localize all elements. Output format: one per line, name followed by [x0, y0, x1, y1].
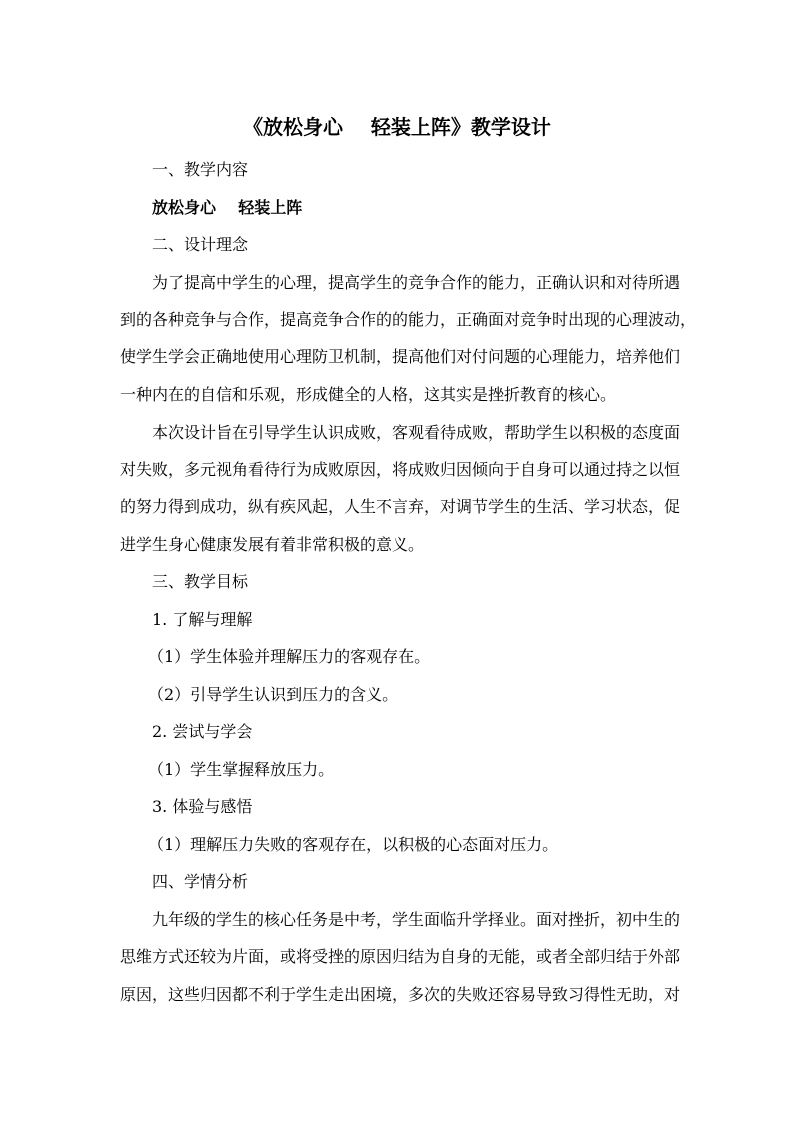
goal-item: （1）学生体验并理解压力的客观存在。: [148, 647, 431, 666]
goal-item: （1）理解压力失败的客观存在，以积极的心态面对压力。: [148, 835, 559, 854]
paragraph-line: 对失败，多元视角看待行为成败原因，将成败归因倾向于自身可以通过持之以恒: [120, 460, 681, 479]
section-heading-design-concept: 二、设计理念: [152, 235, 249, 254]
goal-heading: 1. 了解与理解: [152, 610, 253, 629]
paragraph-line: 一种内在的自信和乐观，形成健全的人格，这其实是挫折教育的核心。: [120, 385, 617, 404]
goal-heading: 3. 体验与感悟: [152, 797, 253, 816]
section-heading-student-analysis: 四、学情分析: [152, 872, 249, 891]
section-heading-teaching-goals: 三、教学目标: [152, 572, 249, 591]
paragraph-line: 为了提高中学生的心理，提高学生的竞争合作的能力，正确认识和对待所遇: [152, 273, 681, 292]
paragraph-line: 使学生学会正确地使用心理防卫机制，提高他们对付问题的心理能力，培养他们: [120, 347, 681, 366]
teaching-content-text: 放松身心 轻装上阵: [152, 198, 303, 217]
paragraph-line: 的努力得到成功，纵有疾风起，人生不言弃，对调节学生的生活、学习状态，促: [120, 497, 681, 516]
paragraph-line: 九年级的学生的核心任务是中考，学生面临升学择业。面对挫折，初中生的: [152, 910, 681, 929]
document-title: 《放松身心 轻装上阵》教学设计: [243, 115, 551, 139]
paragraph-line: 原因，这些归因都不利于学生走出困境，多次的失败还容易导致习得性无助，对: [120, 985, 681, 1004]
paragraph-line: 本次设计旨在引导学生认识成败，客观看待成败，帮助学生以积极的态度面: [152, 423, 681, 442]
paragraph-line: 思维方式还较为片面，或将受挫的原因归结为自身的无能，或者全部归结于外部: [120, 947, 681, 966]
goal-item: （2）引导学生认识到压力的含义。: [148, 685, 399, 704]
goal-item: （1）学生掌握释放压力。: [148, 760, 335, 779]
paragraph-line: 到的各种竞争与合作，提高竞争合作的的能力，正确面对竞争时出现的心理波动，: [120, 310, 697, 329]
goal-heading: 2. 尝试与学会: [152, 722, 253, 741]
paragraph-line: 进学生身心健康发展有着非常积极的意义。: [120, 535, 425, 554]
section-heading-teaching-content: 一、教学内容: [152, 160, 249, 179]
